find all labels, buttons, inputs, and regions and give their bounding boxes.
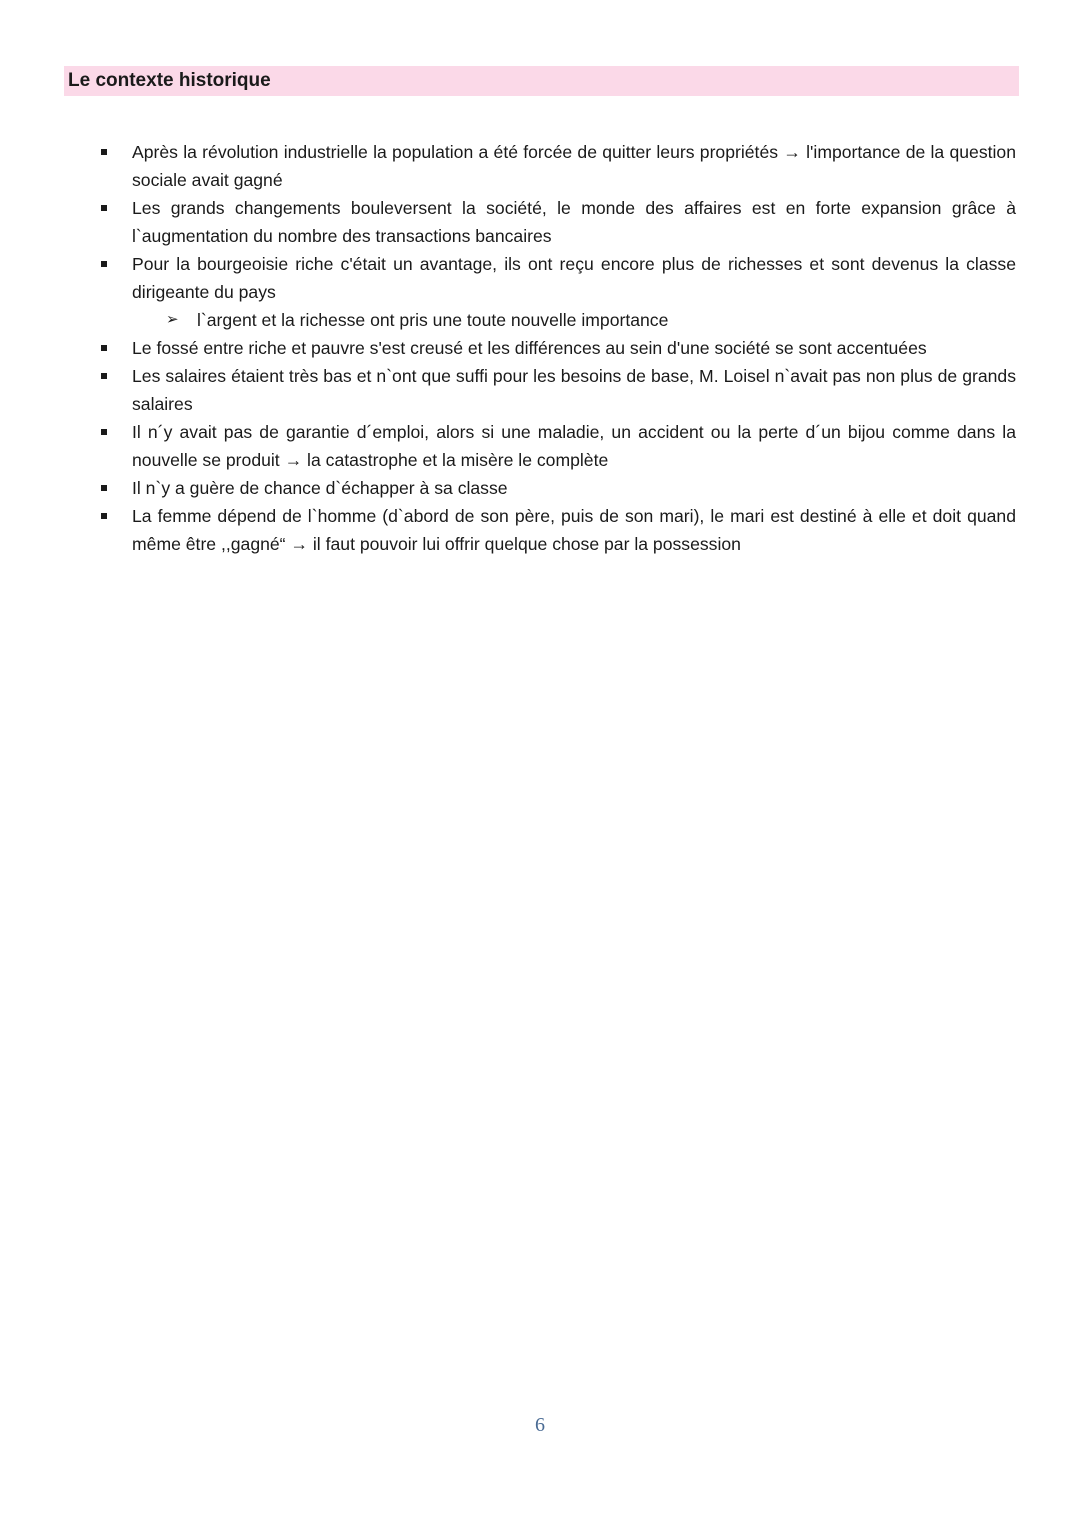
list-item [0, 502, 1016, 558]
arrowhead-bullet-icon: ➢ [166, 311, 179, 328]
square-bullet-icon [101, 429, 107, 435]
list-item-text: Il n´y avait pas de garantie d´emploi, alors si une maladie, un accident ou la perte d´un bijou comme dans la nouvelle se produit → la catastrophe et la misère le complète [132, 422, 1016, 470]
sub-list-item-text: l`argent et la richesse ont pris une toute nouvelle importance [197, 310, 669, 330]
list-item [0, 194, 1016, 250]
list-item-text: Pour la bourgeoisie riche c'était un avantage, ils ont reçu encore plus de richesses et sont devenus la classe dirigeante du pays [132, 254, 1016, 302]
list-item-text: Après la révolution industrielle la population a été forcée de quitter leurs propriétés → l'importance de la question sociale avait gagné [132, 142, 1016, 190]
section-heading: Le contexte historique [68, 70, 271, 91]
square-bullet-icon [101, 485, 107, 491]
bullet-list [0, 138, 1080, 558]
sub-list-item [0, 306, 1080, 334]
list-item-text: Les salaires étaient très bas et n`ont que suffi pour les besoins de base, M. Loisel n`avait pas non plus de grands salaires [132, 366, 1016, 414]
list-item-text: Il n`y a guère de chance d`échapper à sa classe [132, 478, 508, 498]
square-bullet-icon [101, 513, 107, 519]
square-bullet-icon [101, 261, 107, 267]
square-bullet-icon [101, 345, 107, 351]
list-item-text: Le fossé entre riche et pauvre s'est creusé et les différences au sein d'une société se sont accentuées [132, 338, 927, 358]
list-item-text: Les grands changements bouleversent la société, le monde des affaires est en forte expansion grâce à l`augmentation du nombre des transactions bancaires [132, 198, 1016, 246]
list-item [0, 250, 1016, 306]
list-item [0, 474, 1016, 502]
square-bullet-icon [101, 373, 107, 379]
square-bullet-icon [101, 205, 107, 211]
list-item-text: La femme dépend de l`homme (d`abord de son père, puis de son mari), le mari est destiné à elle et doit quand même être ,,gagné“ → il faut pouvoir lui offrir quelque chose par la possession [132, 506, 1016, 554]
section-heading-band [64, 66, 1019, 96]
list-item [0, 418, 1016, 474]
square-bullet-icon [101, 149, 107, 155]
list-item [0, 138, 1016, 194]
page-number: 6 [535, 1414, 545, 1436]
list-item [0, 362, 1016, 418]
list-item [0, 334, 1016, 362]
